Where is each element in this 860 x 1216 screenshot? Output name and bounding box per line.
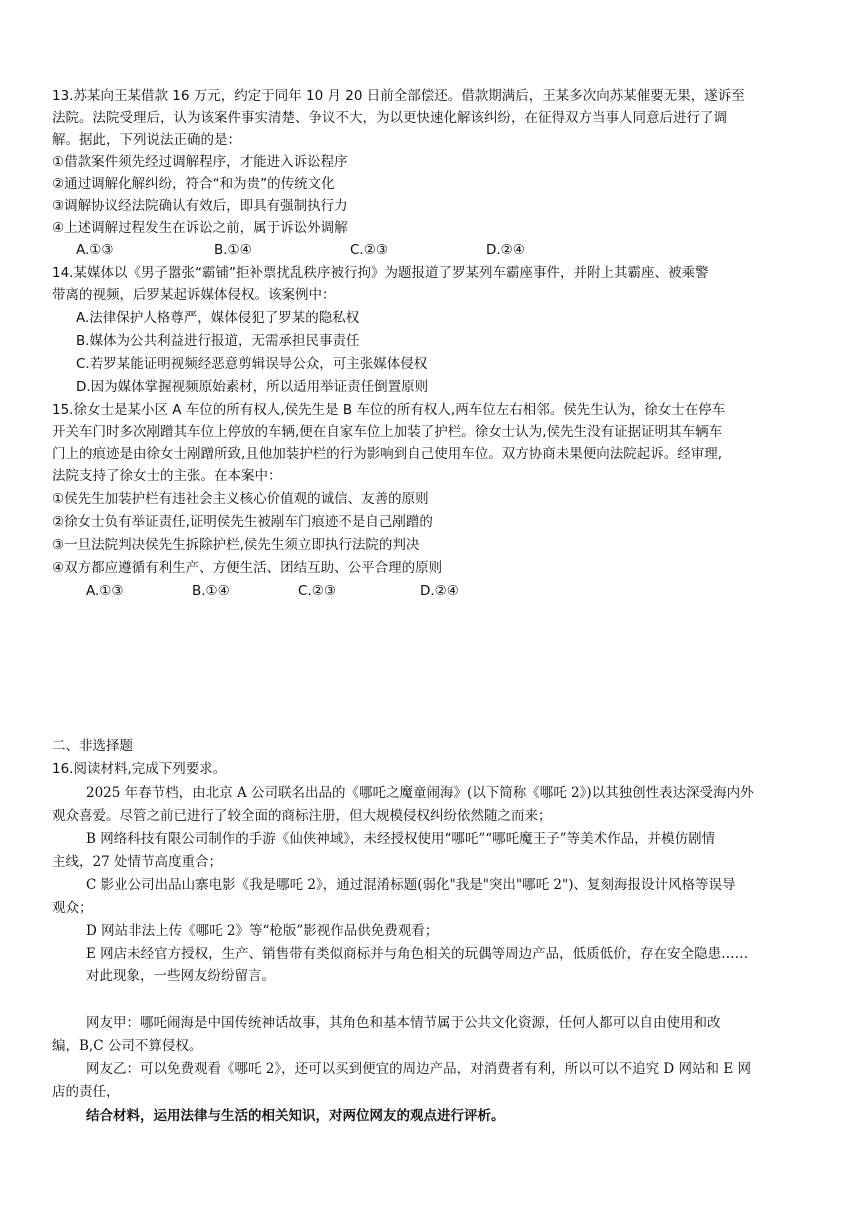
q16-material-line-3: B 网络科技有限公司制作的手游《仙侠神域》，未经授权使用“哪吒”“哪吒魔王子”等美术作品，并模仿剧情: [86, 831, 716, 847]
q15-stem-line-4: 法院支持了徐女士的主张。在本案中：: [52, 468, 282, 484]
q16-title: 16.阅读材料,完成下列要求。: [52, 761, 227, 777]
q16-material-line-4: 主线，27 处情节高度重合；: [52, 854, 222, 870]
q15-option-b: B.①④: [192, 583, 230, 599]
q14-option-a: A.法律保护人格尊严，媒体侵犯了罗某的隐私权: [76, 310, 360, 326]
q14-stem-line-1: 14.某媒体以《男子嚣张“霸铺”拒补票扰乱秩序被行拘》为题报道了罗某列车霸座事件，并附上其霸座、被乘警: [52, 265, 709, 281]
q16-netizen-a-line-2: 编，B,C 公司不算侵权。: [52, 1038, 203, 1054]
q13-item-1: ①借款案件须先经过调解程序，才能进入诉讼程序: [52, 154, 348, 170]
q16-material-line-1: 2025 年春节档，由北京 A 公司联名出品的《哪吒之魔童闹海》(以下简称《哪吒 2》)以其独创性表达深受海内外: [86, 785, 754, 801]
q15-item-4: ④双方都应遵循有利生产、方便生活、团结互助、公平合理的原则: [52, 560, 443, 576]
q13-option-c: C.②③: [350, 242, 388, 258]
q16-material-line-2: 观众喜爱。尽管之前已进行了较全面的商标注册，但大规模侵权纠纷依然随之而来；: [52, 808, 552, 824]
q15-option-c: C.②③: [298, 583, 336, 599]
q16-netizen-a-line-1: 网友甲：哪吒闹海是中国传统神话故事，其角色和基本情节属于公共文化资源，任何人都可以自由使用和改: [86, 1015, 721, 1031]
q14-option-d: D.因为媒体掌握视频原始素材，所以适用举证责任倒置原则: [76, 379, 429, 395]
q16-material-line-5: C 影业公司出品山寨电影《我是哪吒 2》，通过混淆标题(弱化"我是"突出"哪吒 2")、复刻海报设计风格等误导: [86, 877, 736, 893]
q16-task: 结合材料，运用法律与生活的相关知识，对两位网友的观点进行评析。: [86, 1108, 505, 1124]
q13-stem-line-3: 解。据此，下列说法正确的是：: [52, 132, 241, 148]
q13-item-4: ④上述调解过程发生在诉讼之前，属于诉讼外调解: [52, 220, 348, 236]
q15-item-3: ③一旦法院判决侯先生拆除护栏,侯先生须立即执行法院的判决: [52, 537, 420, 553]
section-heading-non-choice: 二、非选择题: [52, 738, 133, 754]
q13-stem-line-2: 法院。法院受理后，认为该案件事实清楚、争议不大，为以更快速化解该纠纷，在征得双方当事人同意后进行了调: [52, 110, 727, 126]
q16-netizen-b-line-1: 网友乙：可以免费观看《哪吒 2》，还可以买到便宜的周边产品，对消费者有利，所以可以不追究 D 网站和 E 网: [86, 1061, 751, 1077]
q15-stem-line-3: 门上的痕迹是由徐女士剐蹭所致,且他加装护栏的行为影响到自己使用车位。双方协商未果便向法院起诉。经审理,: [52, 446, 723, 462]
q13-option-b: B.①④: [214, 242, 252, 258]
q13-item-3: ③调解协议经法院确认有效后，即具有强制执行力: [52, 198, 348, 214]
q15-stem-line-1: 15.徐女士是某小区 A 车位的所有权人,侯先生是 B 车位的所有权人,两车位左右相邻。侯先生认为，徐女士在停车: [52, 402, 726, 418]
q15-item-2: ②徐女士负有举证责任,证明侯先生被剐车门痕迹不是自己剐蹭的: [52, 514, 433, 530]
q13-option-d: D.②④: [486, 242, 525, 258]
q15-option-a: A.①③: [86, 583, 124, 599]
q15-stem-line-2: 开关车门时多次剐蹭其车位上停放的车辆,便在自家车位上加装了护栏。徐女士认为,侯先生没有证据证明其车辆车: [52, 424, 723, 440]
q15-item-1: ①侯先生加装护栏有违社会主义核心价值观的诚信、友善的原则: [52, 491, 429, 507]
q13-item-2: ②通过调解化解纠纷，符合“和为贵”的传统文化: [52, 176, 335, 192]
q14-option-c: C.若罗某能证明视频经恶意剪辑误导公众，可主张媒体侵权: [76, 356, 428, 372]
q14-option-b: B.媒体为公共利益进行报道，无需承担民事责任: [76, 333, 360, 349]
q13-stem-line-1: 13.苏某向王某借款 16 万元，约定于同年 10 月 20 日前全部偿还。借款期满后，王某多次向苏某催要无果，遂诉至: [52, 88, 745, 104]
q16-material-line-8: E 网店未经官方授权，生产、销售带有类似商标并与角色相关的玩偶等周边产品，低质低价，存在安全隐患……: [86, 946, 749, 962]
q13-option-a: A.①③: [76, 242, 114, 258]
q14-stem-line-2: 带离的视频，后罗某起诉媒体侵权。该案例中：: [52, 287, 336, 303]
q16-material-line-6: 观众；: [52, 900, 93, 916]
q16-material-line-9: 对此现象，一些网友纷纷留言。: [86, 968, 275, 984]
q16-material-line-7: D 网站非法上传《哪吒 2》等“枪版”影视作品供免费观看；: [86, 923, 439, 939]
q15-option-d: D.②④: [420, 583, 459, 599]
q16-netizen-b-line-2: 店的责任，: [52, 1084, 120, 1100]
